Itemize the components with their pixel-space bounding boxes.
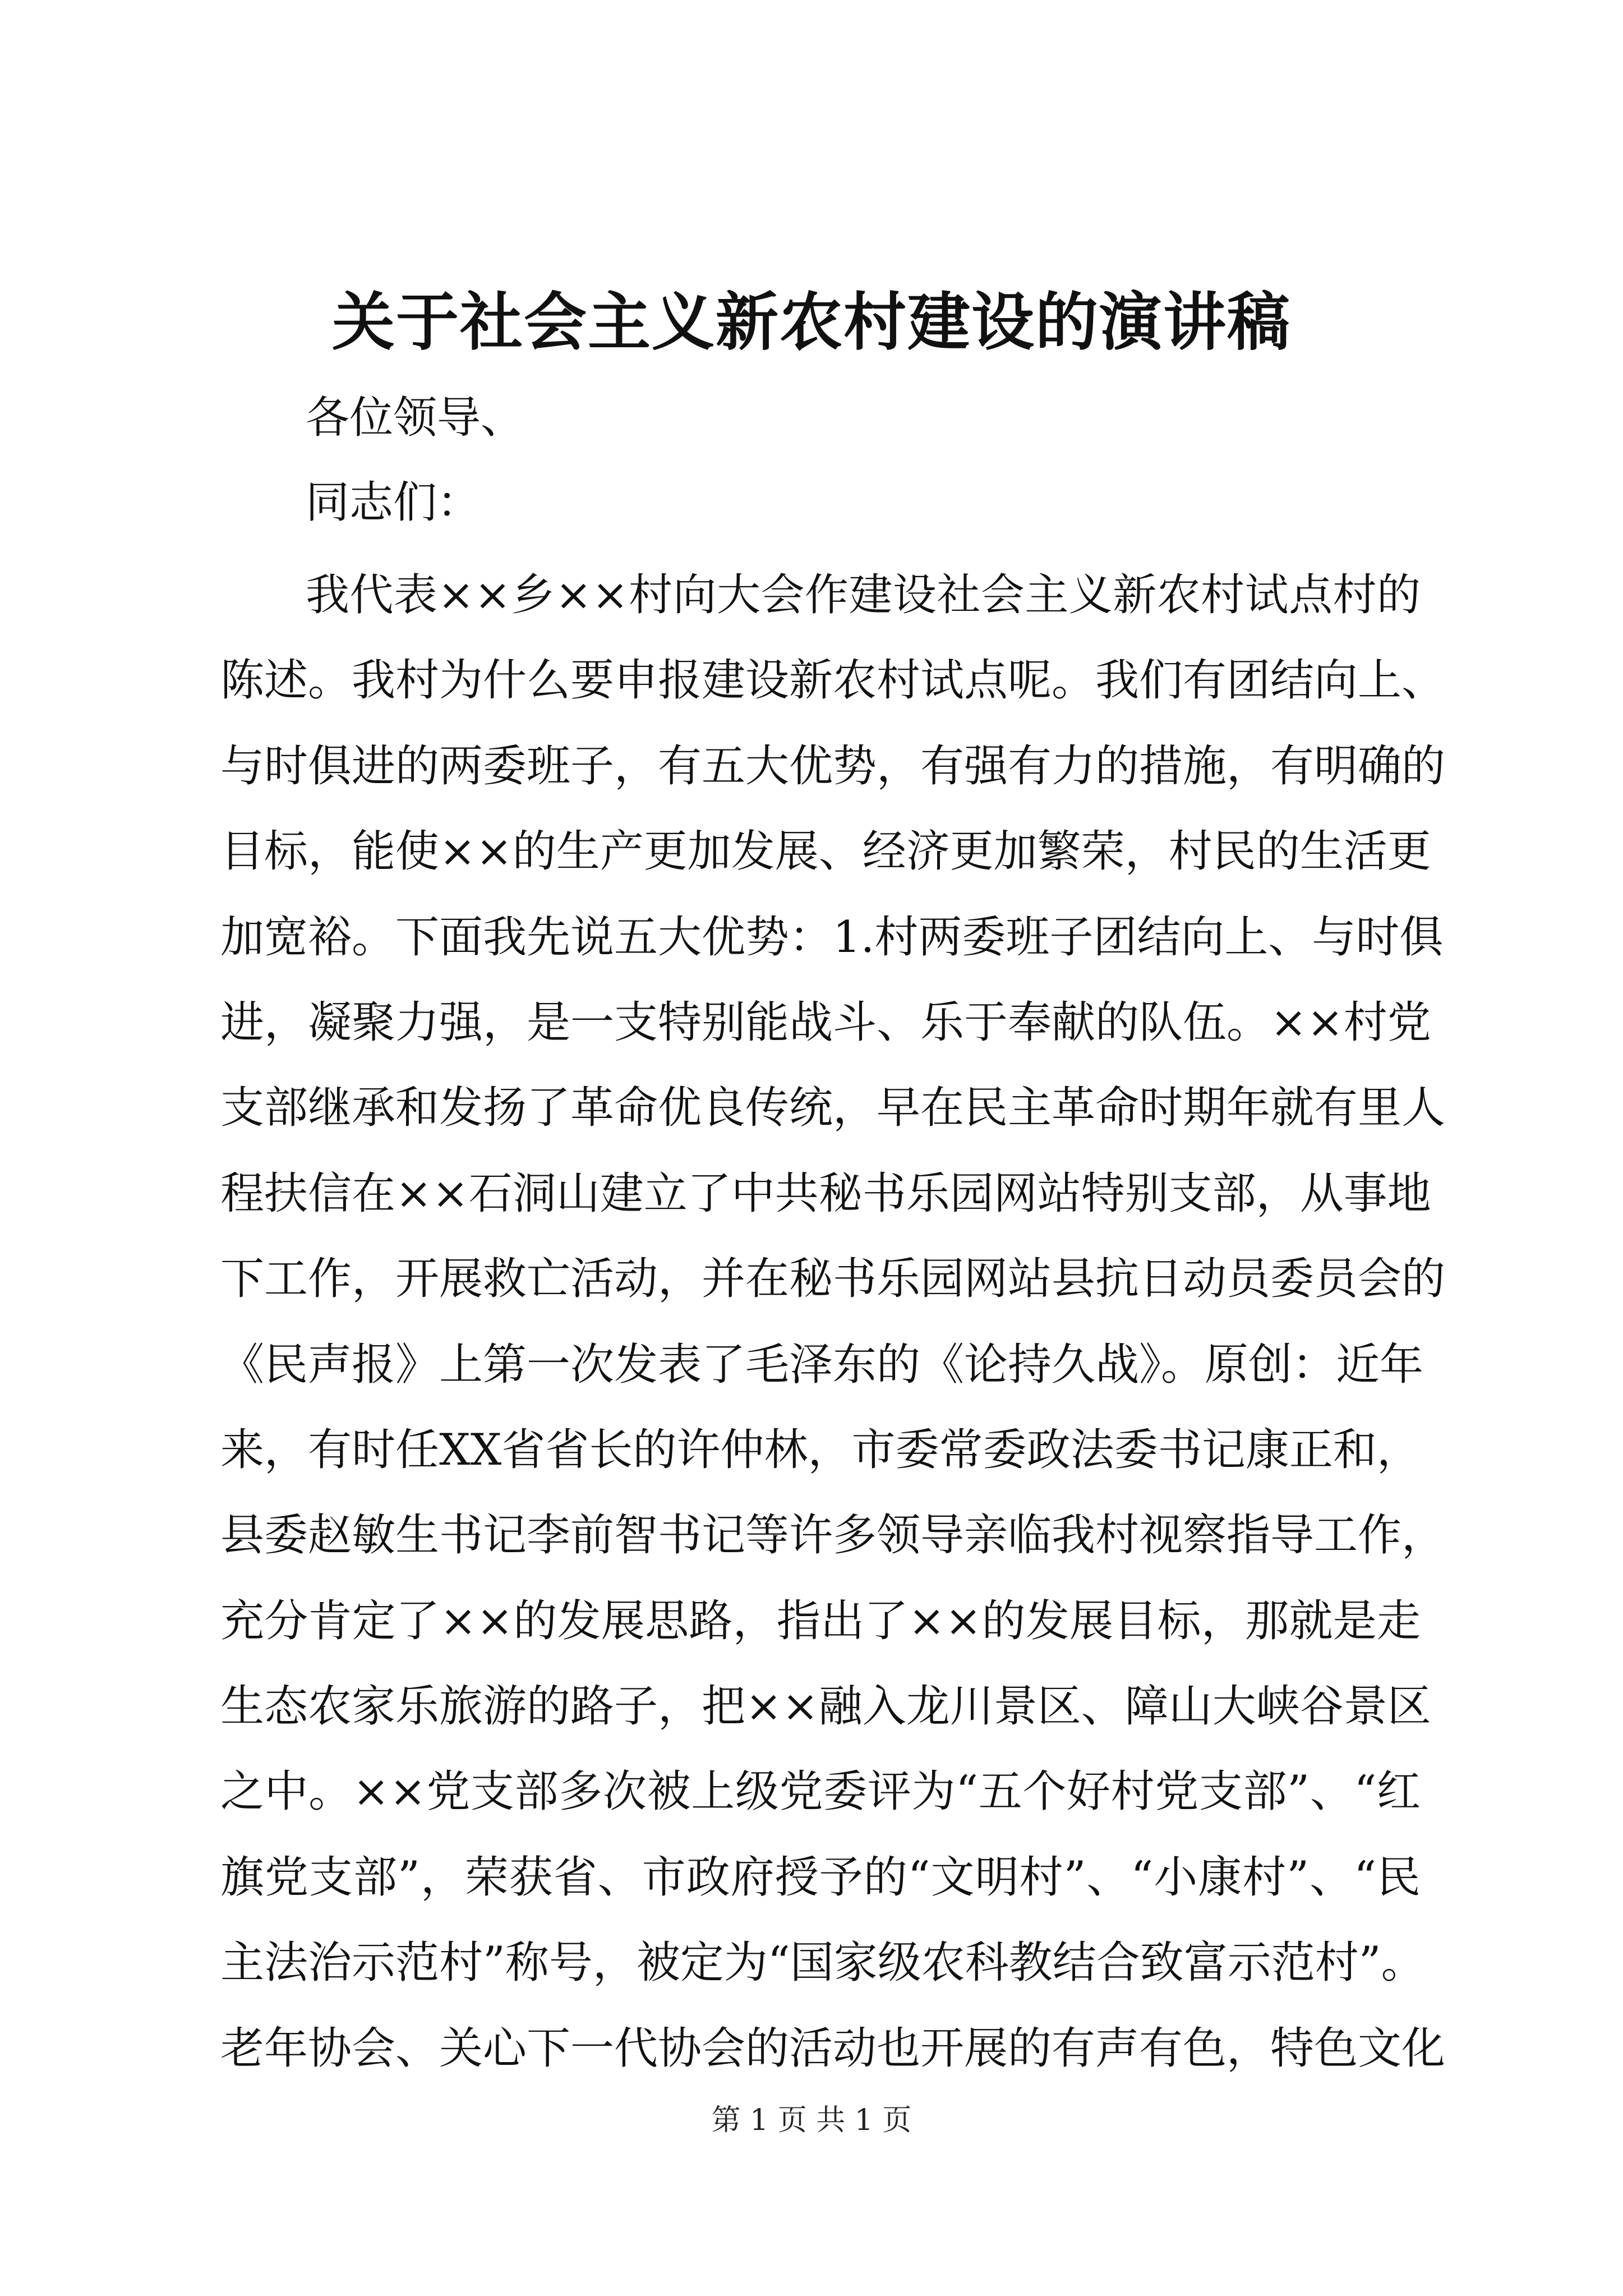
text-line: 旗党支部”，荣获省、市政府授予的“文明村”、“小康村”、“民	[220, 1852, 1421, 1903]
text-line: 老年协会、关心下一代协会的活动也开展的有声有色，特色文化	[220, 2023, 1446, 2074]
text-line: 《民声报》上第一次发表了毛泽东的《论持久战》。原创：近年	[220, 1339, 1424, 1390]
text-line: 与时俱进的两委班子，有五大优势，有强有力的措施，有明确的	[220, 740, 1446, 792]
text-line: 县委赵敏生书记李前智书记等许多领导亲临我村视察指导工作，	[220, 1510, 1446, 1561]
text-line: 目标，能使××的生产更加发展、经济更加繁荣，村民的生活更	[220, 826, 1431, 877]
text-line: 来，有时任XX省省长的许仲林，市委常委政法委书记康正和，	[220, 1424, 1421, 1475]
text-line: 主法治示范村”称号，被定为“国家级农科教结合致富示范村”。	[220, 1938, 1425, 1989]
text-line: 陈述。我村为什么要申报建设新农村试点呢。我们有团结向上、	[220, 655, 1446, 706]
text-line: 进，凝聚力强，是一支特别能战斗、乐于奉献的队伍。××村党	[220, 997, 1431, 1048]
page-number-footer: 第 1 页 共 1 页	[711, 2104, 912, 2137]
salutation-comrades: 同志们：	[306, 477, 481, 528]
text-line: 加宽裕。下面我先说五大优势：1.村两委班子团结向上、与时俱	[220, 912, 1444, 963]
text-line: 之中。××党支部多次被上级党委评为“五个好村党支部”、“红	[220, 1766, 1421, 1818]
text-line: 生态农家乐旅游的路子，把××融入龙川景区、障山大峡谷景区	[220, 1681, 1431, 1732]
body-paragraph	[220, 553, 1446, 2091]
text-line: 程扶信在××石洞山建立了中共秘书乐园网站特别支部，从事地	[220, 1168, 1431, 1219]
salutation-leaders: 各位领导、	[306, 393, 525, 443]
text-line: 支部继承和发扬了革命优良传统，早在民主革命时期年就有里人	[220, 1083, 1446, 1134]
text-line: 我代表××乡××村向大会作建设社会主义新农村试点村的	[306, 570, 1421, 620]
text-line: 下工作，开展救亡活动，并在秘书乐园网站县抗日动员委员会的	[220, 1254, 1446, 1305]
text-line: 充分肯定了××的发展思路，指出了××的发展目标，那就是走	[220, 1595, 1421, 1646]
document-title: 关于社会主义新农村建设的演讲稿	[332, 286, 1291, 359]
